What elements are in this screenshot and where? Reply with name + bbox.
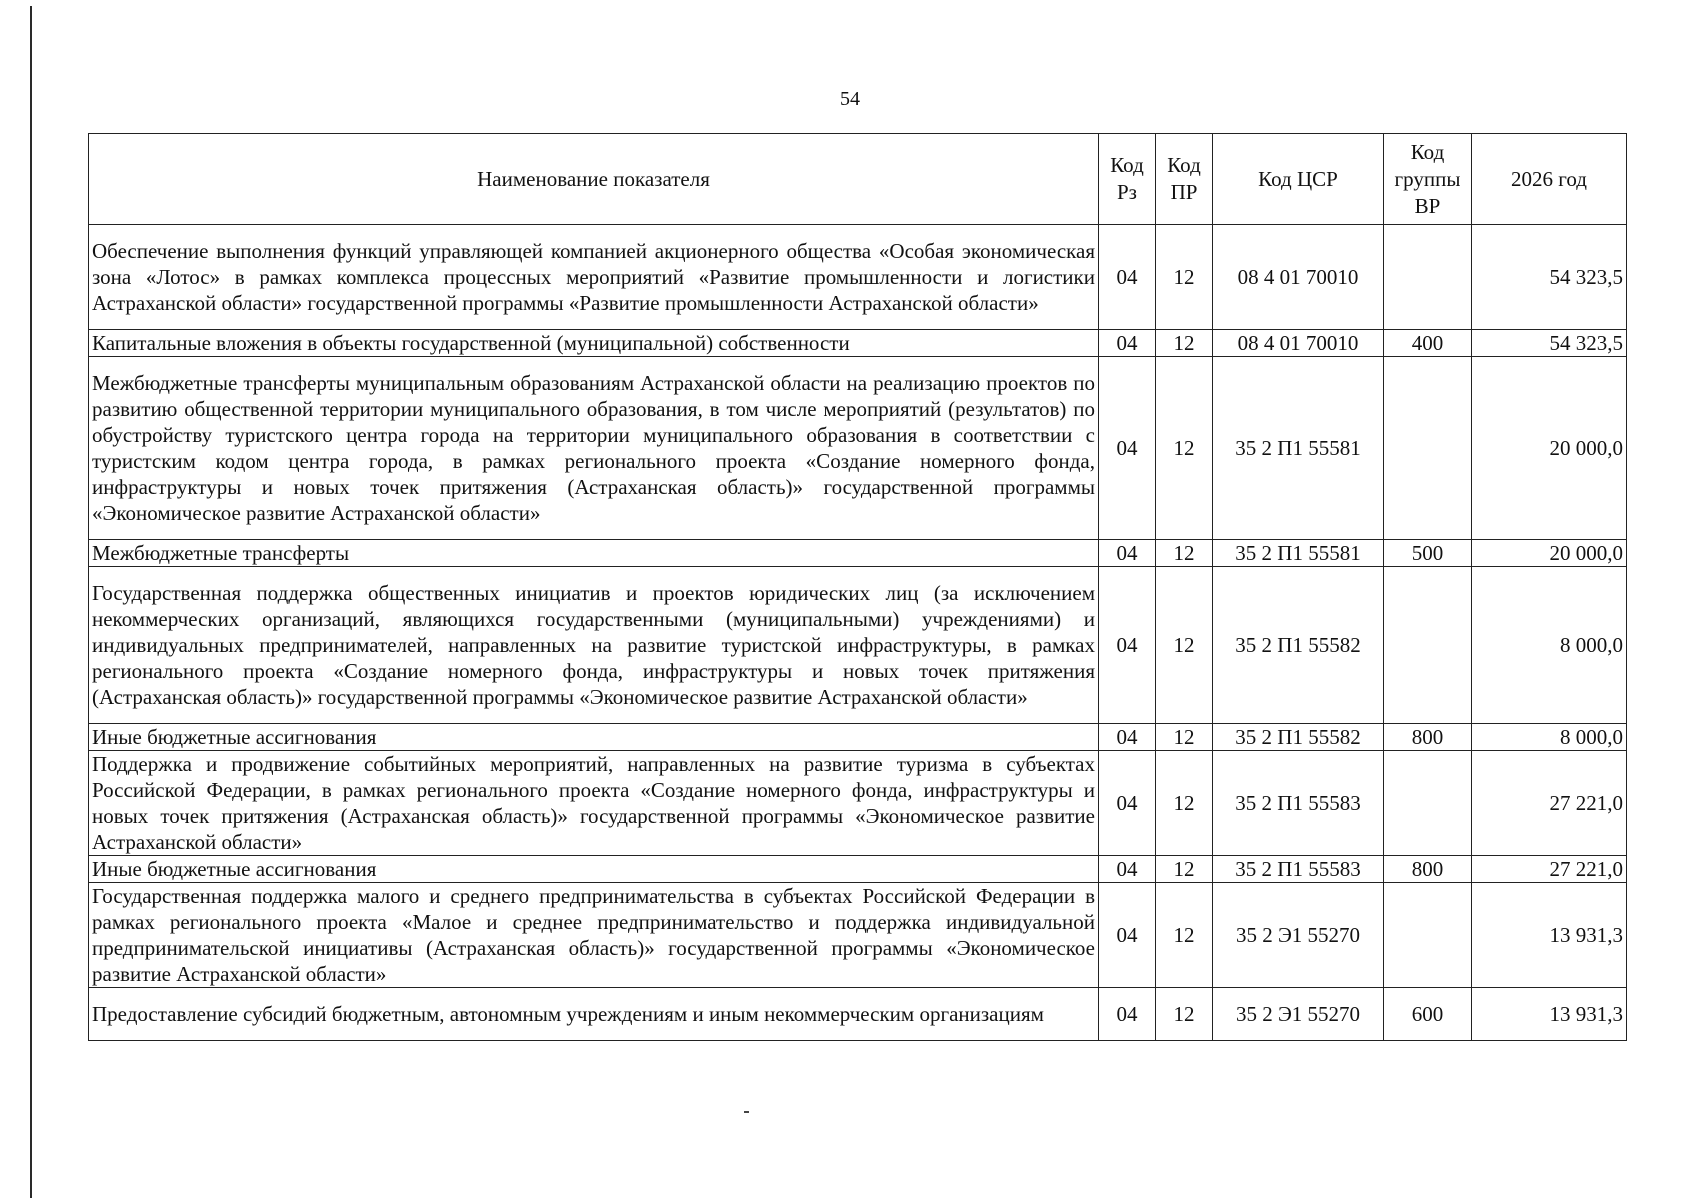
header-rz: Код Рз	[1099, 134, 1156, 225]
row-rz: 04	[1099, 883, 1156, 988]
row-vr	[1384, 751, 1472, 856]
page-number: 54	[840, 88, 860, 110]
row-rz: 04	[1099, 225, 1156, 330]
row-name: Государственная поддержка малого и среднего предпринимательства в субъектах Российской Федерации в рамках регионального проекта «Малое и среднее предпринимательство и поддержка индивидуальной предпринимательской инициативы (Астраханская область)» государственной программы «Экономическое развитие Астраханской области»	[89, 883, 1099, 988]
row-csr: 08 4 01 70010	[1213, 330, 1384, 357]
row-vr: 800	[1384, 724, 1472, 751]
header-name: Наименование показателя	[89, 134, 1099, 225]
row-name: Государственная поддержка общественных инициатив и проектов юридических лиц (за исключением некоммерческих организаций, являющихся государственными (муниципальными) учреждениями) и индивидуальных предпринимателей, направленных на развитие туристской инфраструктуры, в рамках регионального проекта «Создание номерного фонда, инфраструктуры и новых точек притяжения (Астраханская область)» государственной программы «Экономическое развитие Астраханской области»	[89, 567, 1099, 724]
row-csr: 35 2 П1 55582	[1213, 567, 1384, 724]
row-amount: 13 931,3	[1472, 988, 1627, 1041]
row-amount: 27 221,0	[1472, 856, 1627, 883]
row-pr: 12	[1156, 883, 1213, 988]
table-row	[89, 540, 1627, 567]
row-amount: 54 323,5	[1472, 225, 1627, 330]
header-pr: Код ПР	[1156, 134, 1213, 225]
row-csr: 35 2 П1 55582	[1213, 724, 1384, 751]
row-amount: 13 931,3	[1472, 883, 1627, 988]
header-csr: Код ЦСР	[1213, 134, 1384, 225]
header-vr: Код группы ВР	[1384, 134, 1472, 225]
row-amount: 27 221,0	[1472, 751, 1627, 856]
header-year: 2026 год	[1472, 134, 1627, 225]
row-rz: 04	[1099, 988, 1156, 1041]
table-row	[89, 883, 1627, 988]
row-vr: 800	[1384, 856, 1472, 883]
table-row	[89, 330, 1627, 357]
row-csr: 35 2 П1 55583	[1213, 751, 1384, 856]
row-name: Капитальные вложения в объекты государственной (муниципальной) собственности	[89, 330, 1099, 357]
row-amount: 8 000,0	[1472, 724, 1627, 751]
table-row	[89, 856, 1627, 883]
row-pr: 12	[1156, 567, 1213, 724]
table-row	[89, 225, 1627, 330]
table-header-row	[89, 134, 1627, 225]
row-pr: 12	[1156, 330, 1213, 357]
table-row	[89, 724, 1627, 751]
row-amount: 20 000,0	[1472, 540, 1627, 567]
row-pr: 12	[1156, 724, 1213, 751]
row-pr: 12	[1156, 988, 1213, 1041]
row-rz: 04	[1099, 751, 1156, 856]
row-vr: 500	[1384, 540, 1472, 567]
row-rz: 04	[1099, 330, 1156, 357]
row-vr: 600	[1384, 988, 1472, 1041]
row-pr: 12	[1156, 225, 1213, 330]
row-vr: 400	[1384, 330, 1472, 357]
row-rz: 04	[1099, 567, 1156, 724]
row-name: Иные бюджетные ассигнования	[89, 724, 1099, 751]
row-pr: 12	[1156, 357, 1213, 540]
table-row	[89, 357, 1627, 540]
row-csr: 35 2 П1 55581	[1213, 540, 1384, 567]
table-row	[89, 567, 1627, 724]
row-pr: 12	[1156, 856, 1213, 883]
row-vr	[1384, 567, 1472, 724]
row-csr: 35 2 П1 55581	[1213, 357, 1384, 540]
row-csr: 08 4 01 70010	[1213, 225, 1384, 330]
row-rz: 04	[1099, 540, 1156, 567]
row-name: Иные бюджетные ассигнования	[89, 856, 1099, 883]
row-rz: 04	[1099, 357, 1156, 540]
row-name: Межбюджетные трансферты	[89, 540, 1099, 567]
row-name: Поддержка и продвижение событийных мероприятий, направленных на развитие туризма в субъектах Российской Федерации, в рамках регионального проекта «Создание номерного фонда, инфраструктуры и новых точек притяжения (Астраханская область)» государственной программы «Экономическое развитие Астраханской области»	[89, 751, 1099, 856]
binding-margin-line	[30, 6, 32, 1198]
table-row	[89, 751, 1627, 856]
row-rz: 04	[1099, 724, 1156, 751]
row-csr: 35 2 Э1 55270	[1213, 883, 1384, 988]
budget-table	[88, 133, 1627, 1041]
row-name: Межбюджетные трансферты муниципальным образованиям Астраханской области на реализацию проектов по развитию общественной территории муниципального образования, в том числе мероприятий (результатов) по обустройству туристского центра города на территории муниципального образования в соответствии с туристским кодом центра города, в рамках регионального проекта «Создание номерного фонда, инфраструктуры и новых точек притяжения (Астраханская область)» государственной программы «Экономическое развитие Астраханской области»	[89, 357, 1099, 540]
table-row	[89, 988, 1627, 1041]
row-amount: 20 000,0	[1472, 357, 1627, 540]
row-name: Обеспечение выполнения функций управляющей компанией акционерного общества «Особая экономическая зона «Лотос» в рамках комплекса процессных мероприятий «Развитие промышленности и логистики Астраханской области» государственной программы «Развитие промышленности Астраханской области»	[89, 225, 1099, 330]
row-pr: 12	[1156, 751, 1213, 856]
row-csr: 35 2 Э1 55270	[1213, 988, 1384, 1041]
row-vr	[1384, 225, 1472, 330]
row-amount: 8 000,0	[1472, 567, 1627, 724]
row-rz: 04	[1099, 856, 1156, 883]
row-csr: 35 2 П1 55583	[1213, 856, 1384, 883]
row-name: Предоставление субсидий бюджетным, автономным учреждениям и иным некоммерческим организациям	[89, 988, 1099, 1041]
row-amount: 54 323,5	[1472, 330, 1627, 357]
row-vr	[1384, 883, 1472, 988]
row-vr	[1384, 357, 1472, 540]
row-pr: 12	[1156, 540, 1213, 567]
scan-speck	[744, 1111, 749, 1113]
